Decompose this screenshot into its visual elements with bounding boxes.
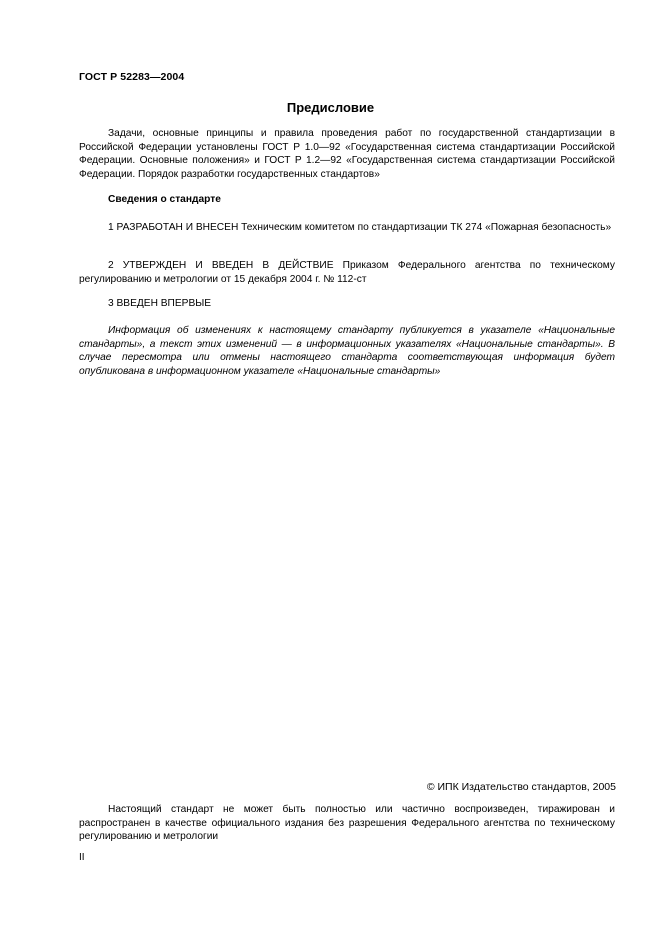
standard-header: ГОСТ Р 52283—2004 xyxy=(79,71,185,83)
changes-notice-paragraph: Информация об изменениях к настоящему стандарту публикуется в указателе «Национальные стандарты», а текст этих изменений — в информационных указателях «Национальные стандарты». В случае пересмотра или отмены настоящего стандарта соответствующая информация будет опубликована в информационном указателе «Национальные стандарты» xyxy=(79,325,615,377)
standard-info-heading: Сведения о стандарте xyxy=(108,194,221,205)
intro-paragraph: Задачи, основные принципы и правила проведения работ по государственной стандартизации в Российской Федерации установлены ГОСТ Р 1.0—92 «Государственная система стандартизации Российской Федерации. Основные положения» и ГОСТ Р 1.2—92 «Государственная система стандартизации Российской Федерации. Порядок разработки государственных стандартов» xyxy=(79,128,615,180)
info-item-1: 1 РАЗРАБОТАН И ВНЕСЕН Техническим комитетом по стандартизации ТК 274 «Пожарная безопасность» xyxy=(108,222,612,233)
info-item-3: 3 ВВЕДЕН ВПЕРВЫЕ xyxy=(108,298,212,309)
copyright-line: © ИПК Издательство стандартов, 2005 xyxy=(426,781,616,793)
info-item-2: 2 УТВЕРЖДЕН И ВВЕДЕН В ДЕЙСТВИЕ Приказом Федерального агентства по техническому регулированию и метрологии от 15 декабря 2004 г. № 112-ст xyxy=(79,260,615,285)
reproduction-notice-paragraph: Настоящий стандарт не может быть полностью или частично воспроизведен, тиражирован и распространен в качестве официального издания без разрешения Федерального агентства по техническому регулированию и метрологии xyxy=(79,804,615,843)
page-number: II xyxy=(79,852,85,863)
page-title: Предисловие xyxy=(286,100,375,115)
